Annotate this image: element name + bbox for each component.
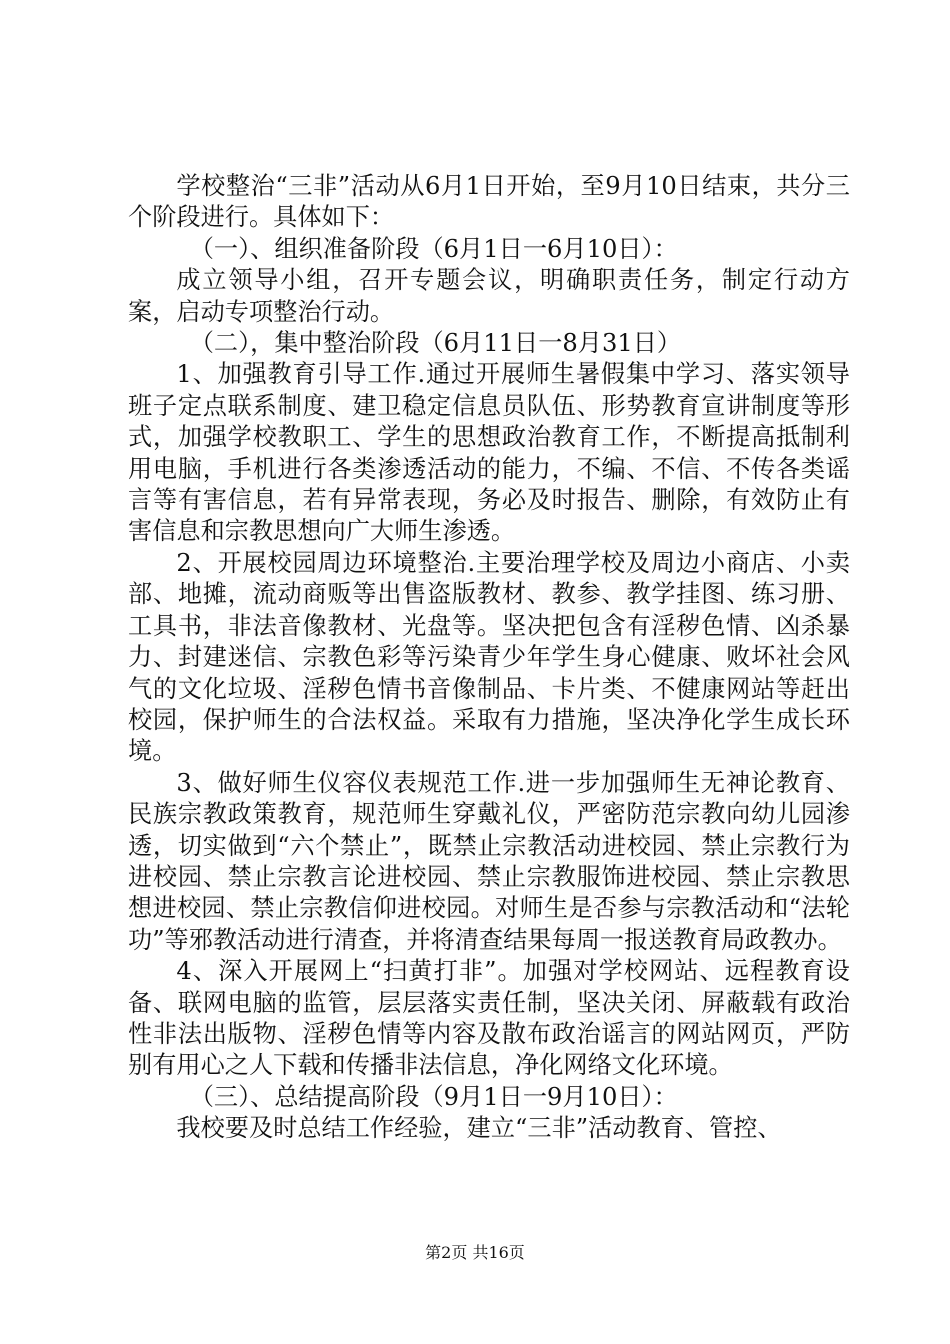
paragraph-item-2: 2、开展校园周边环境整治.主要治理学校及周边小商店、小卖部、地摊，流动商贩等出售盗版教材、教参、教学挂图、练习册、工具书，非法音像教材、光盘等。坚决把包含有淫秽色情、凶杀暴力、封建迷信、宗教色彩等污染青少年学生身心健康、败坏社会风气的文化垃圾、淫秽色情书音像制品、卡片类、不健康网站等赶出校园，保护师生的合法权益。采取有力措施，坚决净化学生成长环境。 (128, 548, 850, 766)
section-heading-rectification: （二），集中整治阶段（6月11日一8月31日） (189, 329, 682, 358)
paragraph-item-4: 4、深入开展网上“扫黄打非”。加强对学校网站、远程教育设备、联网电脑的监管，层层落实责任制，坚决关闭、屏蔽载有政治性非法出版物、淫秽色情等内容及散布政治谣言的网站网页，严防别有用心之人下载和传播非法信息，净化网络文化环境。 (128, 957, 850, 1080)
page-footer: 第2页 共16页 (425, 1243, 525, 1262)
section-heading-summary: （三）、总结提高阶段（9月1日一9月10日）： (189, 1082, 678, 1111)
document-body (128, 171, 850, 1145)
paragraph-item-1: 1、加强教育引导工作.通过开展师生暑假集中学习、落实领导班子定点联系制度、建卫稳定信息员队伍、形势教育宣讲制度等形式，加强学校教职工、学生的思想政治教育工作，不断提高抵制利用电脑，手机进行各类渗透活动的能力，不编、不信、不传各类谣言等有害信息，若有异常表现，务必及时报告、删除，有效防止有害信息和宗教思想向广大师生渗透。 (128, 360, 850, 546)
paragraph-intro: 学校整治“三非”活动从6月1日开始，至9月10日结束，共分三个阶段进行。具体如下： (128, 172, 850, 232)
paragraph-item-3: 3、做好师生仪容仪表规范工作.进一步加强师生无神论教育、民族宗教政策教育，规范师生穿戴礼仪，严密防范宗教向幼儿园渗透，切实做到“六个禁止”，既禁止宗教活动进校园、禁止宗教行为进校园、禁止宗教言论进校园、禁止宗教服饰进校园、禁止宗教思想进校园、禁止宗教信仰进校园。对师生是否参与宗教活动和“法轮功”等邪教活动进行清查，并将清查结果每周一报送教育局政教办。 (128, 768, 850, 954)
section-heading-preparation: （一）、组织准备阶段（6月1日一6月10日）： (189, 234, 678, 263)
paragraph-summary: 我校要及时总结工作经验，建立“三非”活动教育、管控、 (176, 1114, 782, 1143)
paragraph-preparation: 成立领导小组，召开专题会议，明确职责任务，制定行动方案，启动专项整治行动。 (128, 266, 850, 326)
